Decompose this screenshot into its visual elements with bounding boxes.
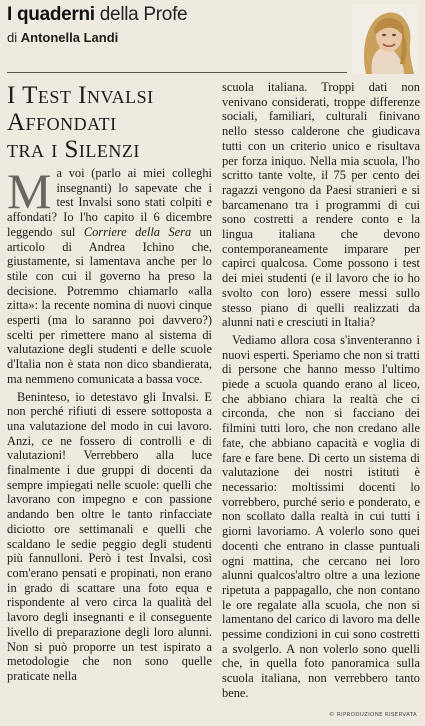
- paragraph-2: Beninteso, io detestavo gli Invalsi. E non perché rifiuti di essere sottoposta a una valutazione del modo in cui lavoro. Anzi, ce ne fossero di controlli e di valutazioni! Verrebbero alla luce finalmente i due gruppi di docenti da sempre impiegati nelle scuole: quelli che lavorano con impegno e con passione andando ben oltre le tanto rinfacciate diciotto ore settimanali e quelli che scaldano le sedie peggio degli studenti più fannulloni. Però i test Invalsi, così com'erano pensati e propinati, non erano in grado di scattare una foto equa e rispondente al vero circa la qualità del lavoro degli insegnanti e il conseguente livello di preparazione degli loro alunni. Non si può proporre un test ispirato a metodologie che non sono quelle praticate nella: [7, 389, 212, 683]
- copyright-notice: © RIPRODUZIONE RISERVATA: [329, 712, 417, 718]
- byline: [7, 30, 118, 46]
- newspaper-name: Corriere della Sera: [83, 224, 192, 239]
- author-portrait-image: [352, 4, 418, 74]
- article-column-right: [222, 80, 420, 710]
- author-name: Antonella Landi: [20, 30, 119, 45]
- article-column-left: [7, 166, 212, 716]
- paragraph-2-continued: scuola italiana. Troppi dati non venivano considerati, troppe differenze sociali, familiari, culturali finivano nello stesso calderone che giudicava tutti con un criterio unico e risultava per forza iniquo. Nella mia scuola, l'ho scritto tante volte, il 75 per cento dei ragazzi vengono da Paesi stranieri e si barcamenano tra i programmi di cui sono costretti a rendere conto e la lingua italiana che devono contemporaneamente imparare per capirci qualcosa. Come possono i test dei miei studenti (e il lavoro che io ho svolto con loro) essere messi sullo stesso piano di quelli realizzati da alunni nati e cresciuti in Italia?: [222, 80, 420, 330]
- paragraph-1-text-a: a voi (parlo ai miei colleghi insegnanti) lo sapevate che i test Invalsi sono stati colpiti e affondati? Io l'ho capito il 6 dicembre leggendo sul: [7, 166, 212, 239]
- column-header: [0, 0, 425, 80]
- headline-line-1: I Test Invalsi: [7, 82, 154, 109]
- byline-prefix: di: [7, 30, 18, 45]
- headline-line-3: tra i Silenzi: [7, 136, 140, 163]
- column-title: [7, 4, 187, 26]
- article-headline: [7, 82, 212, 163]
- headline-line-2: Affondati: [7, 109, 117, 136]
- author-portrait: [352, 4, 418, 74]
- header-rule: [7, 72, 347, 73]
- paragraph-1: [7, 166, 212, 387]
- column-title-bold: I quaderni: [7, 4, 95, 25]
- column-title-rest: della Profe: [99, 4, 188, 25]
- paragraph-3: Vediamo allora cosa s'inventeranno i nuovi esperti. Speriamo che non si tratti di persone che hanno messo l'ultimo piede a scuola quando erano al liceo, che abbiano chiara la realtà che ci circonda, che non si facciano dei filmini tutti loro, che non credano alle fate, che abbiano capacità e voglia di fare e fare bene. Di certo un sistema di valutazione dei nostri istituti è necessario: moltissimi docenti lo vorrebbero, purché serio e ponderato, e non scollato dalla realtà in cui tutti i giorni lavoriamo. A volerlo sono quei docenti che entrano in classe puntuali ogni mattina, che cercano nei loro alunni qualcos'altro oltre a una lezione ripetuta a pappagallo, che non contano le ore regalate alla scuola, che non si lamentano del carico di lavoro ma delle pessime condizioni in cui sono costretti a svolgerlo. A non volerlo sono quelli che, in quella foto panoramica sulla scuola italiana, non verrebbero tanto bene.: [222, 332, 420, 700]
- paragraph-1-text-b: un articolo di Andrea Ichino che, giustamente, si lamentava anche per lo stile con cui il governo ha preso la decisione. Potremmo chiamarlo «alla zitta»: la recente nomina di nuovi cinque esperti (ma lo saranno poi davvero?) scelti per rimettere mano al sistema di valutazione degli studenti e delle scuole d'Italia non è stata non dico sbandierata, ma nemmeno comunicata a bassa voce.: [7, 224, 212, 386]
- drop-cap: M: [7, 166, 52, 219]
